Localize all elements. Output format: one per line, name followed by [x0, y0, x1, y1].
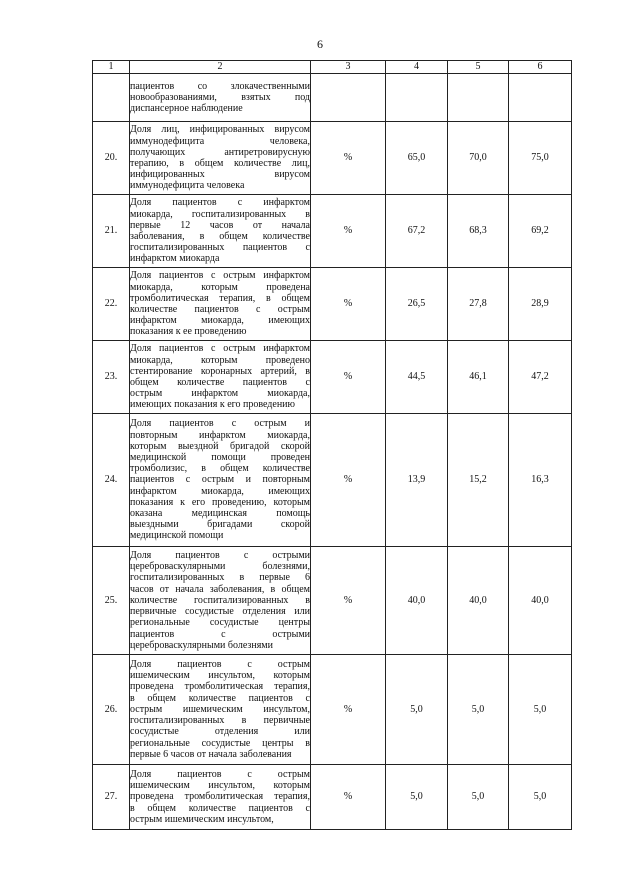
- indicator-name-line: повторным инфарктом миокарда,: [130, 429, 310, 441]
- indicator-name-line: пациентов со злокачественными: [130, 80, 310, 92]
- unit-cell: %: [311, 414, 386, 547]
- indicator-name-line: острым ишемическим инсультом,: [130, 813, 274, 825]
- value-col5: 40,0: [448, 547, 509, 655]
- table-row: [93, 268, 572, 341]
- row-number: 24.: [93, 414, 130, 547]
- unit-cell: %: [311, 655, 386, 765]
- value-col4: 26,5: [386, 268, 448, 341]
- indicator-name-line: количестве госпитализированных в: [130, 594, 310, 606]
- value-col4: 44,5: [386, 341, 448, 414]
- value-col4: 67,2: [386, 195, 448, 268]
- indicator-name-line: выездными бригадами скорой: [130, 519, 310, 531]
- indicator-name-line: иммунодефицита человека: [130, 180, 245, 192]
- indicator-name: [130, 74, 311, 122]
- row-number: [93, 74, 130, 122]
- indicator-name-line: показания к его проведению, которым: [130, 496, 310, 508]
- indicator-name-line: Доля пациентов с острым инфарктом: [130, 270, 310, 282]
- table-row: [93, 122, 572, 195]
- row-number: 27.: [93, 765, 130, 830]
- page-number: 6: [317, 37, 323, 51]
- table-row: [93, 74, 572, 122]
- header-row: [93, 61, 572, 74]
- indicator-name-line: Доля пациентов с острым и: [130, 418, 310, 430]
- indicator-name-line: цереброваскулярными болезнями: [130, 639, 273, 651]
- value-col6: 69,2: [509, 195, 572, 268]
- column-header: 1: [93, 61, 130, 74]
- indicator-name-line: Доля пациентов с острым: [130, 768, 310, 780]
- table-row: [93, 547, 572, 655]
- indicator-name-line: медицинской помощи проведен: [130, 451, 310, 463]
- row-number: 20.: [93, 122, 130, 195]
- indicator-name-line: тромболизис, в общем количестве: [130, 463, 310, 475]
- indicator-name: [130, 195, 311, 268]
- value-col6: [509, 74, 572, 122]
- value-col6: 5,0: [509, 655, 572, 765]
- value-col4: [386, 74, 448, 122]
- indicator-name-line: диспансерное наблюдение: [130, 103, 243, 115]
- indicator-name: [130, 122, 311, 195]
- indicator-name-line: общем количестве пациентов с: [130, 377, 310, 388]
- indicator-name: [130, 765, 311, 830]
- indicator-name-line: терапию, в общем количестве лиц,: [130, 158, 310, 169]
- value-col5: 27,8: [448, 268, 509, 341]
- indicator-name-line: новообразованиями, взятых под: [130, 91, 310, 103]
- indicator-name-line: в общем количестве пациентов с: [130, 802, 310, 814]
- indicator-name-line: Доля пациентов с инфарктом: [130, 197, 310, 209]
- indicator-name-line: в общем количестве пациентов с: [130, 692, 310, 704]
- indicator-name-line: инфицированных вирусом: [130, 169, 310, 181]
- indicator-name: [130, 547, 311, 655]
- indicator-name: [130, 268, 311, 341]
- indicator-name: [130, 414, 311, 547]
- value-col5: 5,0: [448, 765, 509, 830]
- table-row: [93, 195, 572, 268]
- indicator-name-line: показания к ее проведению: [130, 326, 247, 338]
- indicator-name-line: миокарда, которым проведена: [130, 281, 310, 293]
- indicator-name-line: первые 6 часов от начала заболевания: [130, 748, 292, 760]
- value-col6: 40,0: [509, 547, 572, 655]
- indicator-name-line: заболевания, в общем количестве: [130, 231, 310, 242]
- unit-cell: [311, 74, 386, 122]
- value-col5: 46,1: [448, 341, 509, 414]
- unit-cell: %: [311, 341, 386, 414]
- unit-cell: %: [311, 195, 386, 268]
- indicator-name-line: госпитализированных пациентов с: [130, 242, 310, 254]
- value-col4: 65,0: [386, 122, 448, 195]
- indicator-name-line: госпитализированных в первичные: [130, 715, 310, 727]
- indicator-name-line: миокарда, которым проведено: [130, 354, 310, 366]
- indicator-name-line: пациентов с острыми: [130, 628, 310, 640]
- table-row: [93, 341, 572, 414]
- indicator-name-line: первые 12 часов от начала: [130, 219, 310, 231]
- indicator-name-line: острым ишемическим инсультом,: [130, 703, 310, 715]
- table-row: [93, 655, 572, 765]
- table-row: [93, 765, 572, 830]
- row-number: 23.: [93, 341, 130, 414]
- value-col6: 47,2: [509, 341, 572, 414]
- row-number: 22.: [93, 268, 130, 341]
- unit-cell: %: [311, 122, 386, 195]
- value-col6: 75,0: [509, 122, 572, 195]
- column-header: 2: [130, 61, 311, 74]
- value-col5: 70,0: [448, 122, 509, 195]
- value-col5: 5,0: [448, 655, 509, 765]
- indicator-name-line: миокарда, госпитализированных в: [130, 208, 310, 220]
- indicator-name-line: проведена тромболитическая терапия,: [130, 791, 310, 803]
- indicator-name-line: проведена тромболитическая терапия,: [130, 681, 310, 693]
- row-number: 21.: [93, 195, 130, 268]
- column-header: 6: [509, 61, 572, 74]
- indicator-name-line: региональные сосудистые центры в: [130, 737, 310, 749]
- indicator-name-line: ишемическим инсультом, которым: [130, 780, 310, 792]
- indicator-name-line: цереброваскулярными болезнями,: [130, 561, 310, 573]
- indicator-name-line: стентирование коронарных артерий, в: [130, 365, 310, 377]
- indicator-name-line: часов от начала заболевания, в общем: [130, 583, 310, 595]
- indicator-name-line: Доля пациентов с острым инфарктом: [130, 343, 310, 355]
- row-number: 25.: [93, 547, 130, 655]
- unit-cell: %: [311, 268, 386, 341]
- value-col5: [448, 74, 509, 122]
- column-header: 3: [311, 61, 386, 74]
- indicator-name-line: тромболитическая терапия, в общем: [130, 292, 310, 304]
- value-col6: 5,0: [509, 765, 572, 830]
- value-col4: 13,9: [386, 414, 448, 547]
- value-col4: 40,0: [386, 547, 448, 655]
- value-col6: 28,9: [509, 268, 572, 341]
- column-header: 5: [448, 61, 509, 74]
- indicator-name-line: Доля пациентов с острым: [130, 659, 310, 671]
- indicator-name-line: оказана медицинская помощь: [130, 508, 310, 519]
- unit-cell: %: [311, 765, 386, 830]
- indicator-name-line: получающих антиретровирусную: [130, 146, 310, 158]
- indicator-name-line: острым инфарктом миокарда,: [130, 388, 310, 400]
- indicator-name-line: которым выездной бригадой скорой: [130, 440, 310, 452]
- indicator-name-line: количестве пациентов с острым: [130, 304, 310, 315]
- value-col4: 5,0: [386, 765, 448, 830]
- indicator-name-line: имеющих показания к его проведению: [130, 399, 295, 411]
- indicator-name-line: инфарктом миокарда, имеющих: [130, 315, 310, 327]
- indicator-name-line: региональные сосудистые центры: [130, 617, 310, 629]
- indicators-table: [92, 60, 572, 830]
- row-number: 26.: [93, 655, 130, 765]
- unit-cell: %: [311, 547, 386, 655]
- indicator-name-line: пациентов с острым и повторным: [130, 474, 310, 486]
- indicator-name-line: Доля лиц, инфицированных вирусом: [130, 124, 310, 136]
- table-row: [93, 414, 572, 547]
- value-col6: 16,3: [509, 414, 572, 547]
- indicator-name-line: медицинской помощи: [130, 530, 224, 542]
- value-col4: 5,0: [386, 655, 448, 765]
- indicator-name-line: Доля пациентов с острыми: [130, 550, 310, 562]
- indicator-name: [130, 655, 311, 765]
- indicator-name: [130, 341, 311, 414]
- indicator-name-line: инфарктом миокарда: [130, 253, 220, 265]
- column-header: 4: [386, 61, 448, 74]
- value-col5: 68,3: [448, 195, 509, 268]
- indicator-name-line: иммунодефицита человека,: [130, 135, 310, 147]
- indicator-name-line: инфарктом миокарда, имеющих: [130, 485, 310, 497]
- indicator-name-line: первичные сосудистые отделения или: [130, 606, 310, 618]
- value-col5: 15,2: [448, 414, 509, 547]
- indicator-name-line: сосудистые отделения или: [130, 726, 310, 738]
- indicator-name-line: ишемическим инсультом, которым: [130, 670, 310, 682]
- indicator-name-line: госпитализированных в первые 6: [130, 572, 310, 584]
